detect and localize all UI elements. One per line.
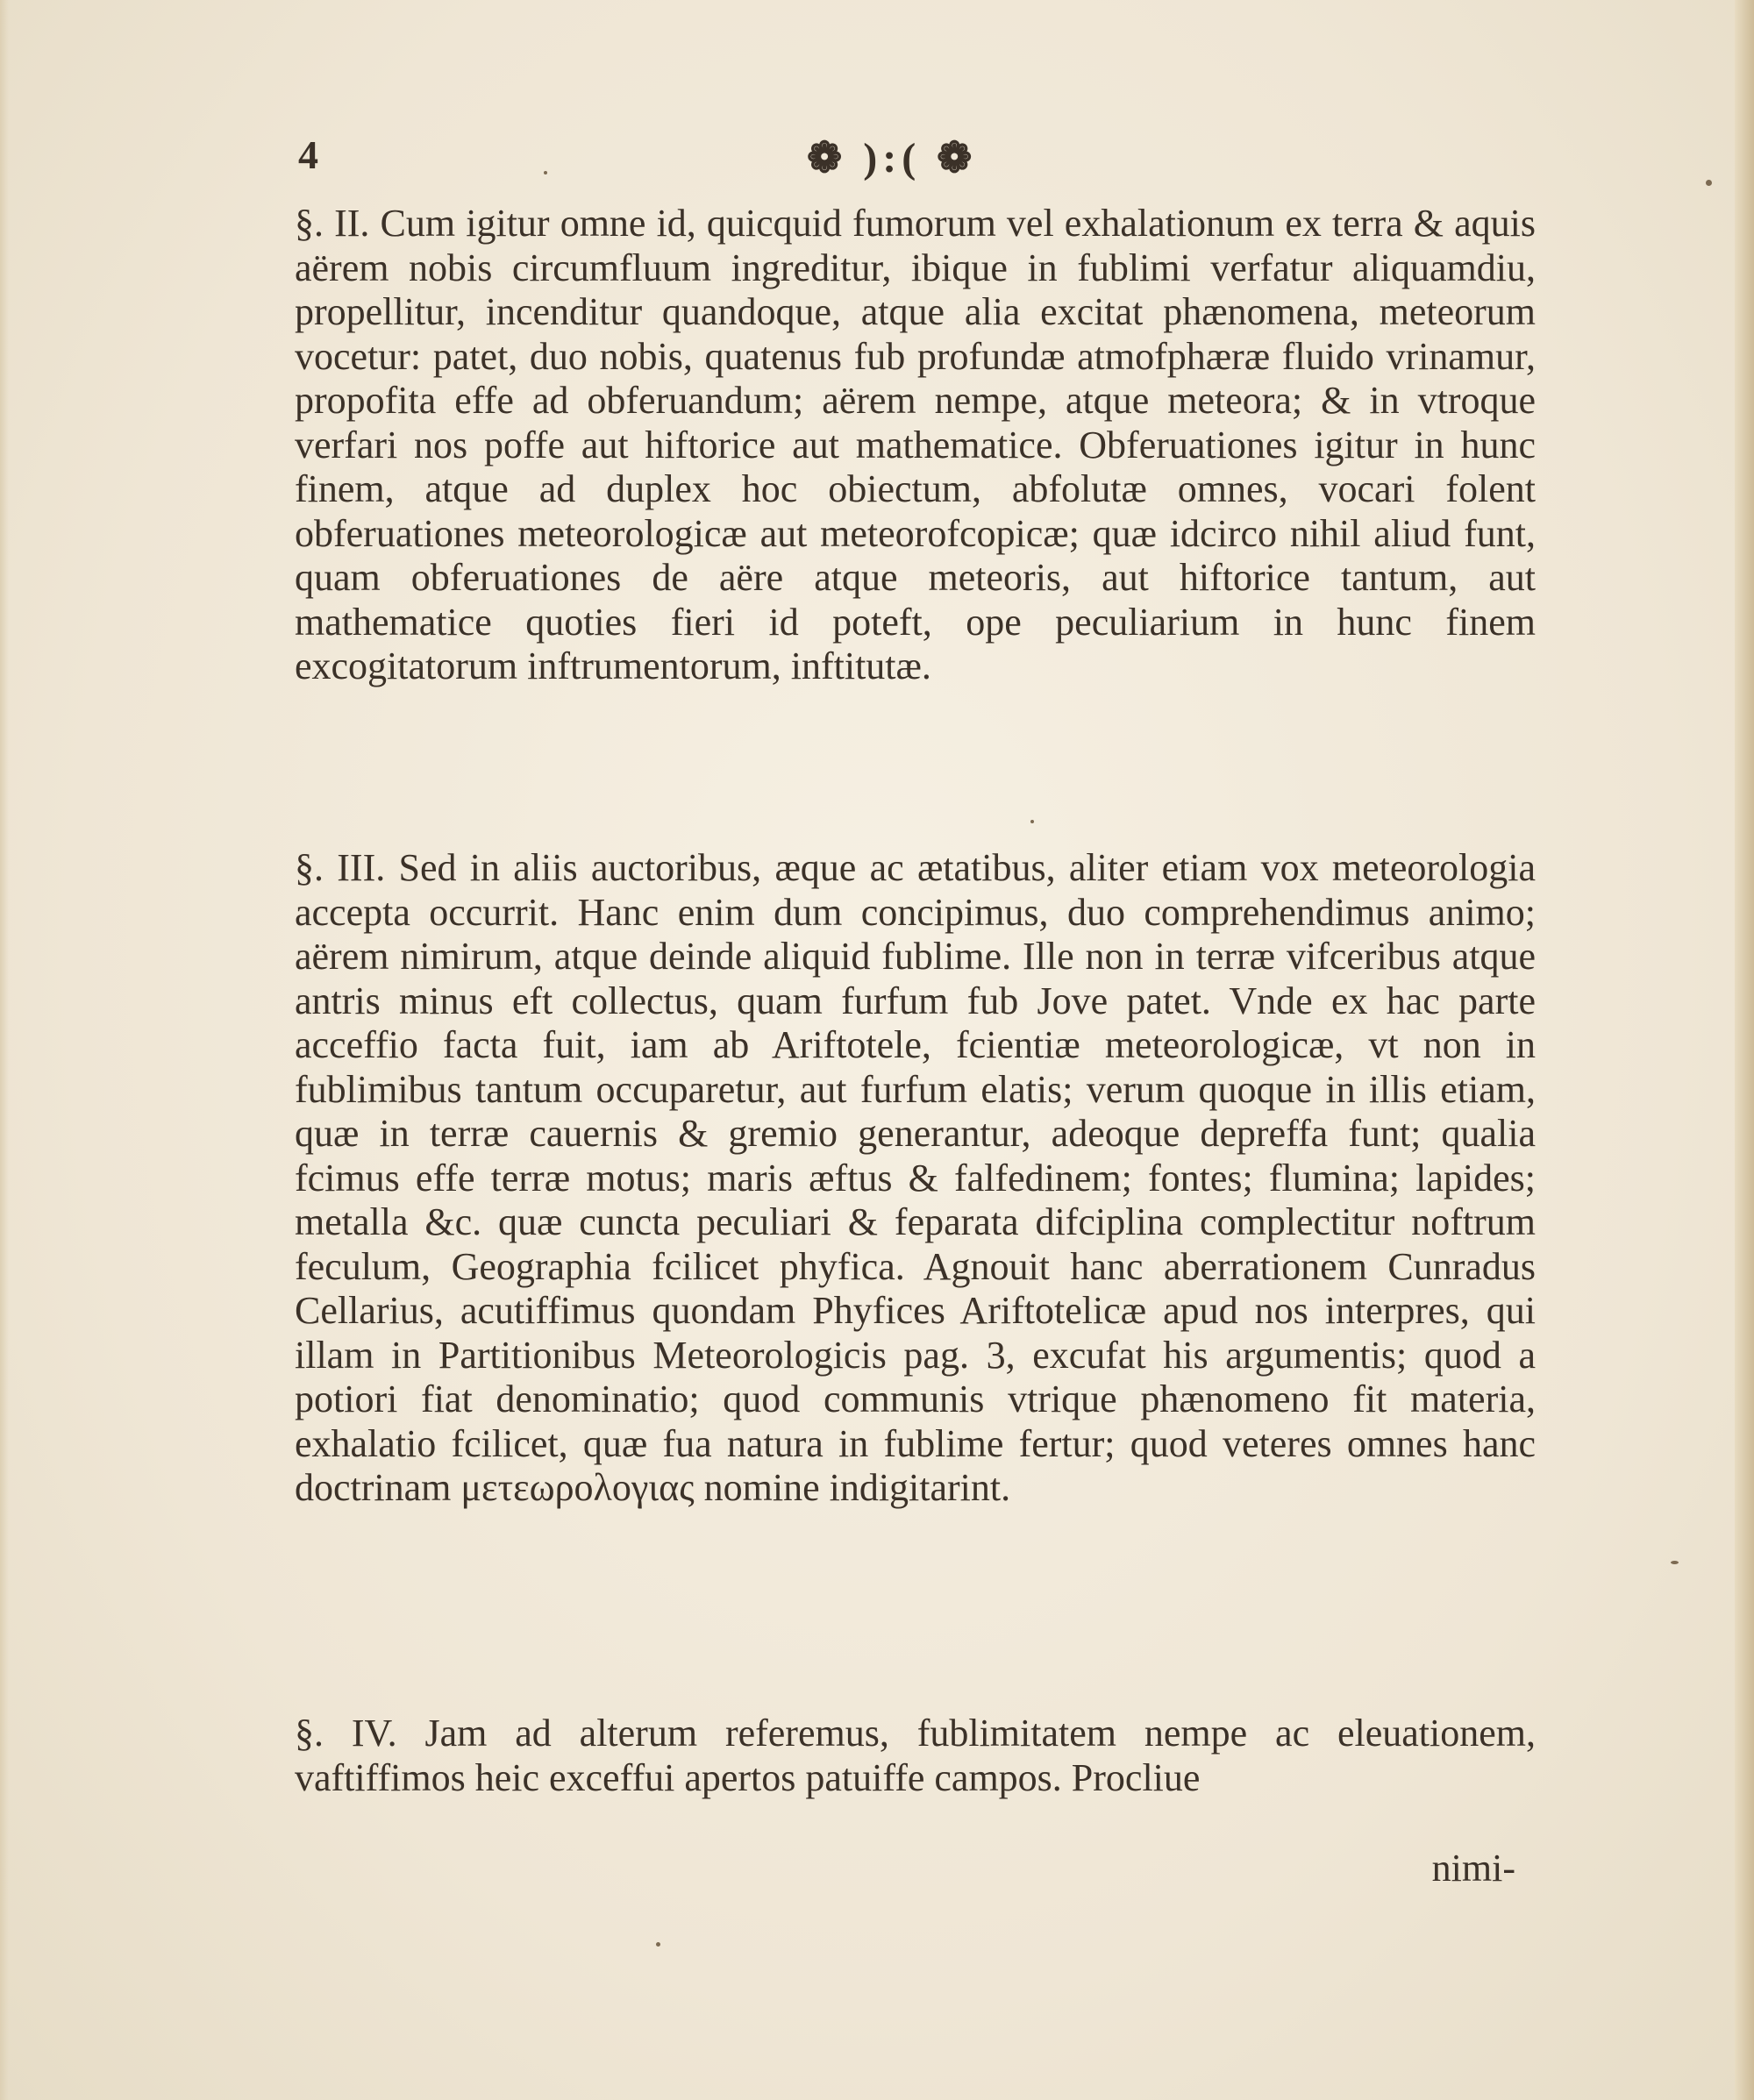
- paper-speck: [656, 1942, 660, 1947]
- paragraph-text: §. IV. Jam ad alterum referemus, fublimitatem nempe ac eleuationem, vaftiffimos heic exceffui apertos patuiffe campos. Procliue: [295, 1712, 1536, 1799]
- paper-speck: [544, 171, 547, 174]
- page-left-edge: [0, 0, 9, 2100]
- header-ornament: ❁ ):( ❁: [807, 135, 978, 182]
- page-right-edge: [1735, 0, 1754, 2100]
- paragraph-text: §. III. Sed in aliis auctoribus, æque ac ætatibus, aliter etiam vox meteorologia accepta occurrit. Hanc enim dum concipimus, duo comprehendimus animo; aërem nimirum, atque deinde aliquid fublime. Ille non in terræ vifceribus atque antris minus eft collectus, quam furfum fub Jove patet. Vnde ex hac parte acceffio facta fuit, iam ab Ariftotele, fcientiæ meteorologicæ, vt non in fublimibus tantum occuparetur, aut furfum elatis; verum quoque in illis etiam, quæ in terræ cauernis & gremio generantur, adeoque depreffa funt; qualia fcimus effe terræ motus; maris æftus & falfedinem; fontes; flumina; lapides; metalla &c. quæ cuncta peculiari & feparata difciplina complectitur noftrum feculum, Geographia fcilicet phyfica. Agnouit hanc aberrationem Cunradus Cellarius, acutiffimus quondam Phyfices Ariftotelicæ apud nos interpres, qui illam in Partitionibus Meteorologicis pag. 3, excufat his argumentis; quod a potiori fiat denominatio; quod communis vtrique phænomeno fit materia, exhalatio fcilicet, quæ fua natura in fublime fertur; quod veteres omnes hanc doctrinam μετεωρολογιας nomine indigitarint.: [295, 846, 1536, 1509]
- paper-speck: [1671, 1561, 1679, 1564]
- paragraph-section-2: [295, 202, 1536, 689]
- running-header: [298, 132, 1526, 193]
- paragraph-text: §. II. Cum igitur omne id, quicquid fumorum vel exhalationum ex terra & aquis aërem nobis circumfluum ingreditur, ibique in fublimi verfatur aliquamdiu, propellitur, incenditur quandoque, atque alia excitat phænomena, meteorum vocetur: patet, duo nobis, quatenus fub profundæ atmofphæræ fluido vrinamur, propofita effe ad obferuandum; aërem nempe, atque meteora; & in vtroque verfari nos poffe aut hiftorice aut mathematice. Obferuationes igitur in hunc finem, atque ad duplex hoc obiectum, abfolutæ omnes, vocari folent obferuationes meteorologicæ aut meteorofcopicæ; quæ idcirco nihil aliud funt, quam obferuationes de aëre atque meteoris, aut hiftorice tantum, aut mathematice quoties fieri id poteft, ope peculiarium in hunc finem excogitatorum inftrumentorum, inftitutæ.: [295, 202, 1536, 687]
- paper-speck: [1030, 820, 1034, 823]
- paragraph-section-3: [295, 846, 1536, 1511]
- catchword: nimi-: [1431, 1847, 1515, 1890]
- page-number: 4: [298, 132, 318, 177]
- paper-speck: [1706, 180, 1712, 186]
- paragraph-section-4: [295, 1712, 1536, 1800]
